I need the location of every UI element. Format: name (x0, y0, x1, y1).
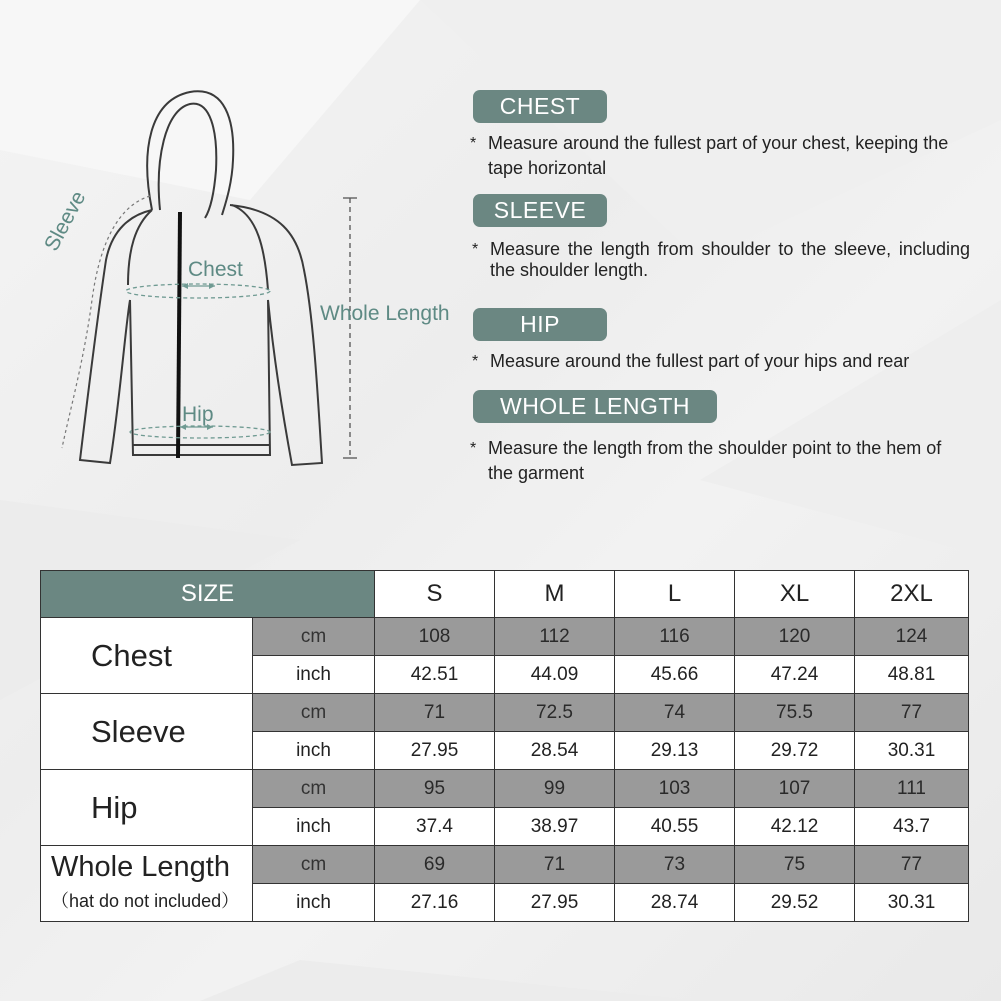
value-cell: 99 (495, 770, 615, 808)
value-cell: 103 (615, 770, 735, 808)
value-cell: 27.95 (375, 732, 495, 770)
value-cell: 27.16 (375, 884, 495, 922)
row-label-sleeve (41, 694, 253, 770)
measure-name: Sleeve (91, 713, 186, 749)
sleeve-label: Sleeve (40, 187, 91, 255)
value-cell: 48.81 (855, 656, 969, 694)
size-header: SIZE (41, 571, 375, 618)
guide-heading-whole-length: WHOLE LENGTH (473, 390, 717, 423)
value-cell: 77 (855, 846, 969, 884)
chest-label: Chest (188, 258, 243, 281)
unit-cell: cm (253, 618, 375, 656)
value-cell: 28.54 (495, 732, 615, 770)
table-row (41, 770, 969, 808)
value-cell: 120 (735, 618, 855, 656)
guide-text-hip (472, 349, 980, 374)
value-cell: 40.55 (615, 808, 735, 846)
hip-label: Hip (182, 403, 214, 426)
table-row (41, 694, 969, 732)
guide-chest-description: Measure around the fullest part of your chest, keeping the tape horizontal (488, 133, 949, 178)
table-row (41, 618, 969, 656)
unit-cell: inch (253, 656, 375, 694)
value-cell: 71 (495, 846, 615, 884)
measure-note: （hat do not included） (51, 890, 240, 911)
value-cell: 42.51 (375, 656, 495, 694)
guide-heading-hip: HIP (473, 308, 607, 341)
value-cell: 112 (495, 618, 615, 656)
row-label-hip (41, 770, 253, 846)
unit-cell: inch (253, 884, 375, 922)
value-cell: 95 (375, 770, 495, 808)
value-cell: 75 (735, 846, 855, 884)
guide-heading-chest: CHEST (473, 90, 607, 123)
value-cell: 29.72 (735, 732, 855, 770)
whole-length-label: Whole Length (320, 302, 450, 325)
bullet-star: * (472, 353, 479, 370)
value-cell: 27.95 (495, 884, 615, 922)
unit-cell: cm (253, 770, 375, 808)
value-cell: 29.52 (735, 884, 855, 922)
guide-whole-length-description: Measure the length from the shoulder point to the hem of the garment (488, 438, 942, 483)
value-cell: 75.5 (735, 694, 855, 732)
value-cell: 37.4 (375, 808, 495, 846)
value-cell: 38.97 (495, 808, 615, 846)
bullet-star: * (470, 440, 477, 457)
measure-name: Chest (91, 637, 172, 673)
value-cell: 71 (375, 694, 495, 732)
measure-name: Hip (91, 789, 138, 825)
jacket-outline-illustration (0, 0, 470, 500)
value-cell: 30.31 (855, 884, 969, 922)
value-cell: 107 (735, 770, 855, 808)
value-cell: 44.09 (495, 656, 615, 694)
value-cell: 116 (615, 618, 735, 656)
guide-text-sleeve (472, 239, 970, 281)
value-cell: 42.12 (735, 808, 855, 846)
guide-hip-description: Measure around the fullest part of your hips and rear (490, 351, 910, 371)
value-cell: 43.7 (855, 808, 969, 846)
size-column-header: L (615, 571, 735, 618)
value-cell: 111 (855, 770, 969, 808)
value-cell: 124 (855, 618, 969, 656)
measure-name: Whole Length (51, 850, 230, 883)
size-column-header: S (375, 571, 495, 618)
unit-cell: cm (253, 846, 375, 884)
value-cell: 108 (375, 618, 495, 656)
value-cell: 29.13 (615, 732, 735, 770)
value-cell: 72.5 (495, 694, 615, 732)
bullet-star: * (470, 135, 477, 152)
guide-heading-sleeve: SLEEVE (473, 194, 607, 227)
table-row (41, 846, 969, 884)
value-cell: 73 (615, 846, 735, 884)
value-cell: 45.66 (615, 656, 735, 694)
value-cell: 77 (855, 694, 969, 732)
size-column-header: XL (735, 571, 855, 618)
unit-cell: inch (253, 732, 375, 770)
value-cell: 69 (375, 846, 495, 884)
value-cell: 28.74 (615, 884, 735, 922)
table-header-row (41, 571, 969, 618)
guide-text-chest (470, 131, 978, 181)
bullet-star: * (472, 241, 479, 258)
unit-cell: inch (253, 808, 375, 846)
value-cell: 47.24 (735, 656, 855, 694)
row-label-chest (41, 618, 253, 694)
guide-text-whole-length (470, 436, 968, 486)
size-chart-table (40, 570, 969, 922)
guide-sleeve-description: Measure the length from shoulder to the sleeve, including the shoulder length. (490, 239, 970, 280)
row-label-whole-length (41, 846, 253, 922)
value-cell: 30.31 (855, 732, 969, 770)
size-column-header: 2XL (855, 571, 969, 618)
size-column-header: M (495, 571, 615, 618)
jacket-diagram (0, 0, 470, 500)
unit-cell: cm (253, 694, 375, 732)
value-cell: 74 (615, 694, 735, 732)
